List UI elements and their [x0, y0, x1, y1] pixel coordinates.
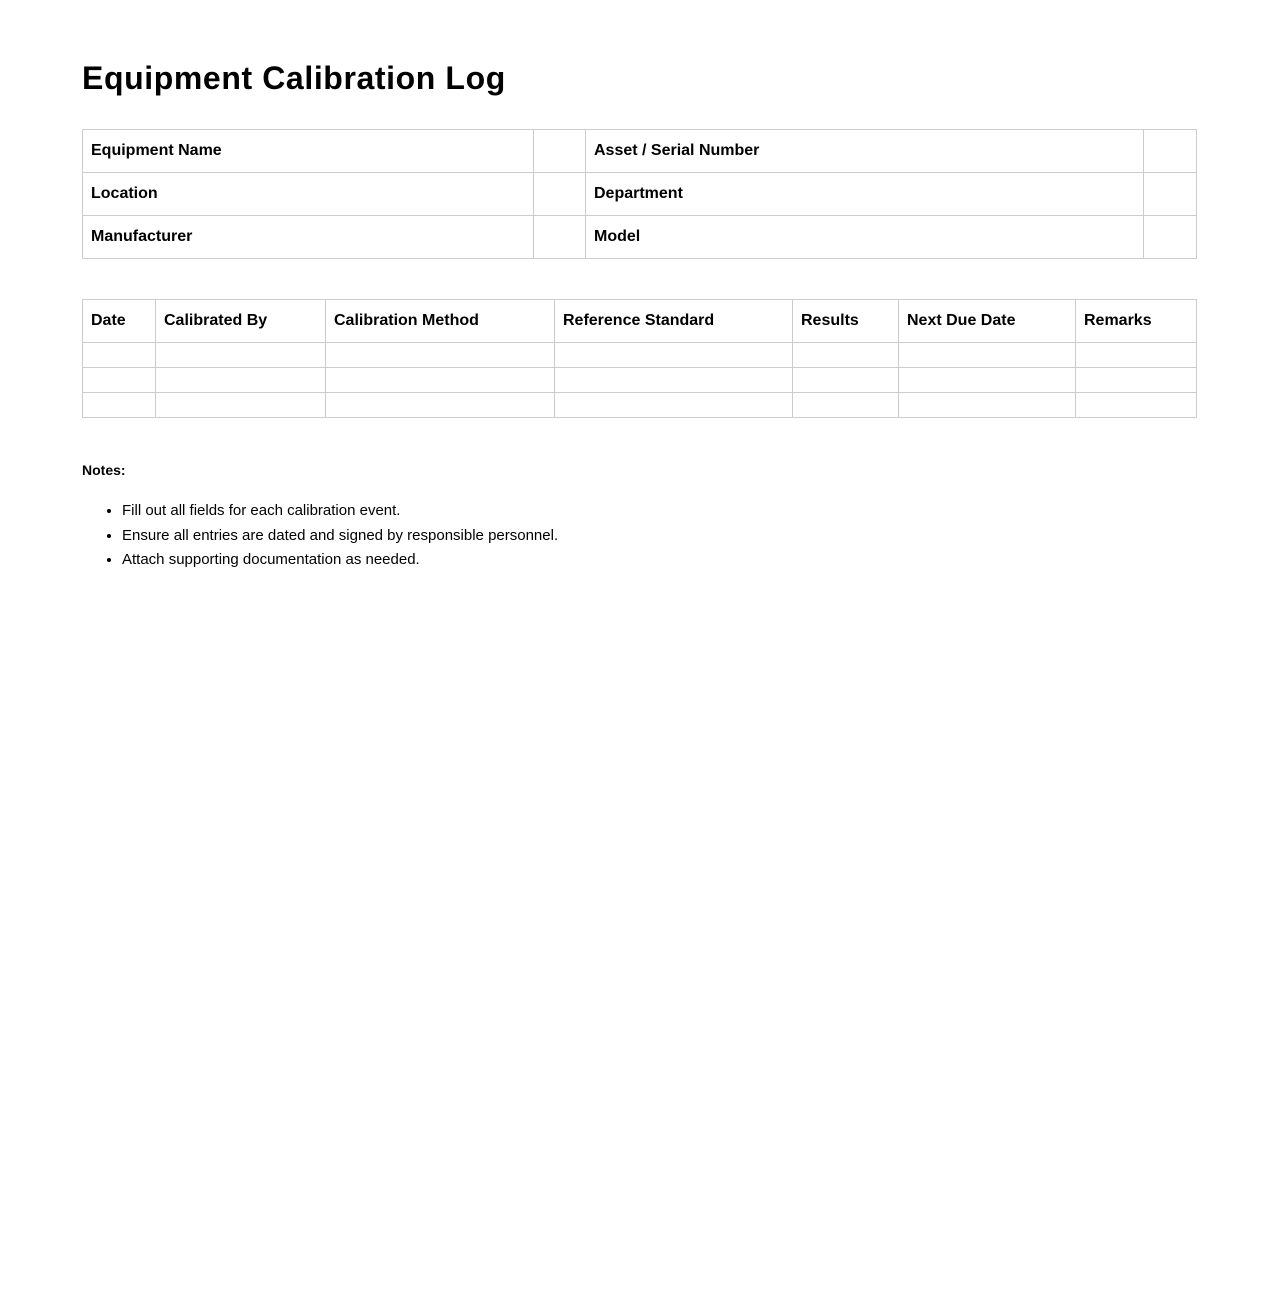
list-item: • Attach supporting documentation as needed. [122, 551, 1196, 568]
date-cell[interactable] [83, 368, 156, 393]
column-header-date: Date [83, 300, 156, 343]
equipment-name-value[interactable] [534, 130, 586, 173]
page-title: Equipment Calibration Log [82, 60, 506, 96]
document-page [0, 0, 1278, 568]
column-header-results: Results [793, 300, 899, 343]
notes-heading: Notes: [82, 462, 126, 478]
equipment-name-label: Equipment Name [83, 130, 534, 173]
calibration-method-cell[interactable] [326, 393, 555, 418]
reference-standard-cell[interactable] [555, 368, 793, 393]
info-row-equipment-name [83, 130, 1197, 173]
column-header-remarks: Remarks [1076, 300, 1197, 343]
column-header-calibration-method: Calibration Method [326, 300, 555, 343]
model-label: Model [586, 216, 1144, 259]
calibration-log-table [82, 299, 1197, 418]
info-row-manufacturer [83, 216, 1197, 259]
column-header-calibrated-by: Calibrated By [156, 300, 326, 343]
next-due-date-cell[interactable] [899, 368, 1076, 393]
remarks-cell[interactable] [1076, 393, 1197, 418]
reference-standard-cell[interactable] [555, 393, 793, 418]
reference-standard-cell[interactable] [555, 343, 793, 368]
table-row [83, 343, 1197, 368]
results-cell[interactable] [793, 343, 899, 368]
list-item: • Fill out all fields for each calibration event. [122, 502, 1196, 519]
manufacturer-value[interactable] [534, 216, 586, 259]
calibrated-by-cell[interactable] [156, 393, 326, 418]
next-due-date-cell[interactable] [899, 393, 1076, 418]
list-item: • Ensure all entries are dated and signed by responsible personnel. [122, 527, 1196, 544]
table-row [83, 393, 1197, 418]
column-header-next-due-date: Next Due Date [899, 300, 1076, 343]
log-header-row [83, 300, 1197, 343]
department-label: Department [586, 173, 1144, 216]
date-cell[interactable] [83, 343, 156, 368]
calibration-method-cell[interactable] [326, 343, 555, 368]
results-cell[interactable] [793, 368, 899, 393]
asset-serial-number-value[interactable] [1144, 130, 1197, 173]
equipment-info-table [82, 129, 1197, 259]
location-value[interactable] [534, 173, 586, 216]
next-due-date-cell[interactable] [899, 343, 1076, 368]
calibrated-by-cell[interactable] [156, 368, 326, 393]
remarks-cell[interactable] [1076, 343, 1197, 368]
column-header-reference-standard: Reference Standard [555, 300, 793, 343]
department-value[interactable] [1144, 173, 1197, 216]
remarks-cell[interactable] [1076, 368, 1197, 393]
model-value[interactable] [1144, 216, 1197, 259]
asset-serial-number-label: Asset / Serial Number [586, 130, 1144, 173]
notes-list [82, 502, 1196, 568]
results-cell[interactable] [793, 393, 899, 418]
info-row-location [83, 173, 1197, 216]
calibration-method-cell[interactable] [326, 368, 555, 393]
location-label: Location [83, 173, 534, 216]
manufacturer-label: Manufacturer [83, 216, 534, 259]
table-row [83, 368, 1197, 393]
calibrated-by-cell[interactable] [156, 343, 326, 368]
date-cell[interactable] [83, 393, 156, 418]
